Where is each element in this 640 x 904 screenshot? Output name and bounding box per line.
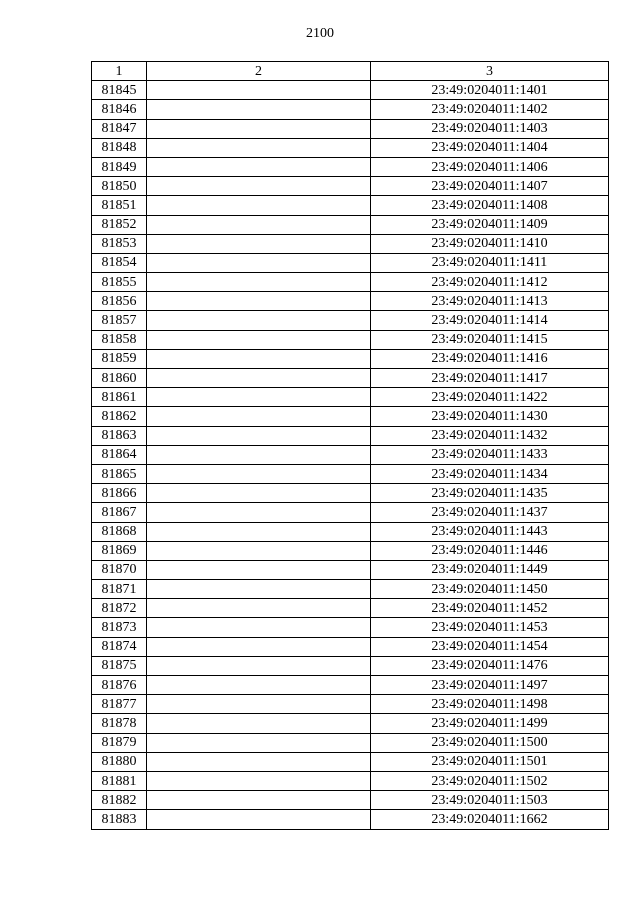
empty-cell (147, 522, 371, 541)
empty-cell (147, 215, 371, 234)
cadastral-number-cell: 23:49:0204011:1446 (371, 541, 609, 560)
empty-cell (147, 791, 371, 810)
row-number-cell: 81876 (92, 676, 147, 695)
empty-cell (147, 464, 371, 483)
table-row (92, 810, 609, 829)
row-number-cell: 81865 (92, 464, 147, 483)
empty-cell (147, 676, 371, 695)
table-row (92, 599, 609, 618)
row-number-cell: 81879 (92, 733, 147, 752)
row-number-cell: 81846 (92, 100, 147, 119)
row-number-cell: 81880 (92, 752, 147, 771)
cadastral-number-cell: 23:49:0204011:1402 (371, 100, 609, 119)
row-number-cell: 81869 (92, 541, 147, 560)
empty-cell (147, 100, 371, 119)
row-number-cell: 81852 (92, 215, 147, 234)
empty-cell (147, 599, 371, 618)
cadastral-number-cell: 23:49:0204011:1476 (371, 656, 609, 675)
cadastral-number-cell: 23:49:0204011:1435 (371, 484, 609, 503)
empty-cell (147, 253, 371, 272)
cadastral-number-cell: 23:49:0204011:1422 (371, 388, 609, 407)
empty-cell (147, 580, 371, 599)
table-row (92, 580, 609, 599)
empty-cell (147, 637, 371, 656)
table-row (92, 445, 609, 464)
table-row (92, 752, 609, 771)
row-number-cell: 81851 (92, 196, 147, 215)
row-number-cell: 81867 (92, 503, 147, 522)
table-row (92, 464, 609, 483)
cadastral-number-cell: 23:49:0204011:1410 (371, 234, 609, 253)
empty-cell (147, 733, 371, 752)
table-row (92, 349, 609, 368)
row-number-cell: 81845 (92, 81, 147, 100)
table-row (92, 426, 609, 445)
row-number-cell: 81868 (92, 522, 147, 541)
table-row (92, 388, 609, 407)
row-number-cell: 81877 (92, 695, 147, 714)
empty-cell (147, 311, 371, 330)
table-row (92, 196, 609, 215)
row-number-cell: 81854 (92, 253, 147, 272)
row-number-cell: 81875 (92, 656, 147, 675)
table-row (92, 714, 609, 733)
empty-cell (147, 138, 371, 157)
table-row (92, 676, 609, 695)
empty-cell (147, 119, 371, 138)
cadastral-number-cell: 23:49:0204011:1401 (371, 81, 609, 100)
empty-cell (147, 771, 371, 790)
row-number-cell: 81860 (92, 369, 147, 388)
empty-cell (147, 445, 371, 464)
cadastral-number-cell: 23:49:0204011:1452 (371, 599, 609, 618)
cadastral-number-cell: 23:49:0204011:1501 (371, 752, 609, 771)
cadastral-number-cell: 23:49:0204011:1406 (371, 157, 609, 176)
cadastral-number-cell: 23:49:0204011:1407 (371, 177, 609, 196)
row-number-cell: 81858 (92, 330, 147, 349)
empty-cell (147, 618, 371, 637)
cadastral-number-cell: 23:49:0204011:1434 (371, 464, 609, 483)
cadastral-number-cell: 23:49:0204011:1662 (371, 810, 609, 829)
cadastral-number-cell: 23:49:0204011:1409 (371, 215, 609, 234)
table-row (92, 503, 609, 522)
table-row (92, 157, 609, 176)
row-number-cell: 81849 (92, 157, 147, 176)
cadastral-number-cell: 23:49:0204011:1404 (371, 138, 609, 157)
page-number: 2100 (306, 26, 334, 41)
row-number-cell: 81850 (92, 177, 147, 196)
table-row (92, 292, 609, 311)
empty-cell (147, 234, 371, 253)
empty-cell (147, 292, 371, 311)
table-row (92, 695, 609, 714)
cadastral-number-cell: 23:49:0204011:1408 (371, 196, 609, 215)
cadastral-number-cell: 23:49:0204011:1433 (371, 445, 609, 464)
row-number-cell: 81873 (92, 618, 147, 637)
row-number-cell: 81881 (92, 771, 147, 790)
empty-cell (147, 695, 371, 714)
row-number-cell: 81864 (92, 445, 147, 464)
table-row (92, 234, 609, 253)
empty-cell (147, 503, 371, 522)
row-number-cell: 81857 (92, 311, 147, 330)
cadastral-number-cell: 23:49:0204011:1414 (371, 311, 609, 330)
cadastral-number-cell: 23:49:0204011:1453 (371, 618, 609, 637)
table-row (92, 330, 609, 349)
row-number-cell: 81855 (92, 273, 147, 292)
cadastral-number-cell: 23:49:0204011:1499 (371, 714, 609, 733)
row-number-cell: 81882 (92, 791, 147, 810)
cadastral-number-cell: 23:49:0204011:1430 (371, 407, 609, 426)
row-number-cell: 81863 (92, 426, 147, 445)
row-number-cell: 81861 (92, 388, 147, 407)
cadastral-number-cell: 23:49:0204011:1450 (371, 580, 609, 599)
empty-cell (147, 157, 371, 176)
table-row (92, 273, 609, 292)
cadastral-number-cell: 23:49:0204011:1503 (371, 791, 609, 810)
row-number-cell: 81862 (92, 407, 147, 426)
column-header: 1 (92, 62, 147, 81)
cadastral-number-cell: 23:49:0204011:1415 (371, 330, 609, 349)
table-body (92, 81, 609, 829)
table-row (92, 656, 609, 675)
empty-cell (147, 656, 371, 675)
empty-cell (147, 541, 371, 560)
table-row (92, 253, 609, 272)
row-number-cell: 81878 (92, 714, 147, 733)
row-number-cell: 81866 (92, 484, 147, 503)
cadastral-number-cell: 23:49:0204011:1497 (371, 676, 609, 695)
cadastral-number-cell: 23:49:0204011:1449 (371, 560, 609, 579)
table-row (92, 560, 609, 579)
table-row (92, 177, 609, 196)
table-row (92, 618, 609, 637)
table-row (92, 637, 609, 656)
table-row (92, 138, 609, 157)
cadastral-number-cell: 23:49:0204011:1403 (371, 119, 609, 138)
cadastral-number-cell: 23:49:0204011:1413 (371, 292, 609, 311)
empty-cell (147, 330, 371, 349)
row-number-cell: 81870 (92, 560, 147, 579)
row-number-cell: 81883 (92, 810, 147, 829)
table-row (92, 81, 609, 100)
table-row (92, 522, 609, 541)
row-number-cell: 81871 (92, 580, 147, 599)
table-row (92, 311, 609, 330)
empty-cell (147, 369, 371, 388)
empty-cell (147, 714, 371, 733)
table-row (92, 791, 609, 810)
column-header: 2 (147, 62, 371, 81)
table-row (92, 541, 609, 560)
empty-cell (147, 81, 371, 100)
row-number-cell: 81848 (92, 138, 147, 157)
empty-cell (147, 407, 371, 426)
cadastral-number-cell: 23:49:0204011:1443 (371, 522, 609, 541)
cadastral-number-cell: 23:49:0204011:1412 (371, 273, 609, 292)
cadastral-number-cell: 23:49:0204011:1411 (371, 253, 609, 272)
table-row (92, 100, 609, 119)
empty-cell (147, 196, 371, 215)
cadastral-number-cell: 23:49:0204011:1416 (371, 349, 609, 368)
cadastral-number-cell: 23:49:0204011:1417 (371, 369, 609, 388)
row-number-cell: 81847 (92, 119, 147, 138)
cadastral-number-cell: 23:49:0204011:1502 (371, 771, 609, 790)
cadastral-number-cell: 23:49:0204011:1500 (371, 733, 609, 752)
table-row (92, 119, 609, 138)
row-number-cell: 81874 (92, 637, 147, 656)
row-number-cell: 81859 (92, 349, 147, 368)
empty-cell (147, 484, 371, 503)
empty-cell (147, 560, 371, 579)
empty-cell (147, 426, 371, 445)
table-row (92, 733, 609, 752)
column-header: 3 (371, 62, 609, 81)
empty-cell (147, 810, 371, 829)
row-number-cell: 81872 (92, 599, 147, 618)
row-number-cell: 81856 (92, 292, 147, 311)
cadastral-number-cell: 23:49:0204011:1498 (371, 695, 609, 714)
table-row (92, 771, 609, 790)
registry-table (91, 61, 609, 830)
cadastral-number-cell: 23:49:0204011:1432 (371, 426, 609, 445)
cadastral-number-cell: 23:49:0204011:1437 (371, 503, 609, 522)
table-header-row (92, 62, 609, 81)
table-row (92, 215, 609, 234)
empty-cell (147, 388, 371, 407)
table-row (92, 407, 609, 426)
empty-cell (147, 177, 371, 196)
row-number-cell: 81853 (92, 234, 147, 253)
empty-cell (147, 752, 371, 771)
table-row (92, 369, 609, 388)
cadastral-number-cell: 23:49:0204011:1454 (371, 637, 609, 656)
table-row (92, 484, 609, 503)
empty-cell (147, 273, 371, 292)
empty-cell (147, 349, 371, 368)
